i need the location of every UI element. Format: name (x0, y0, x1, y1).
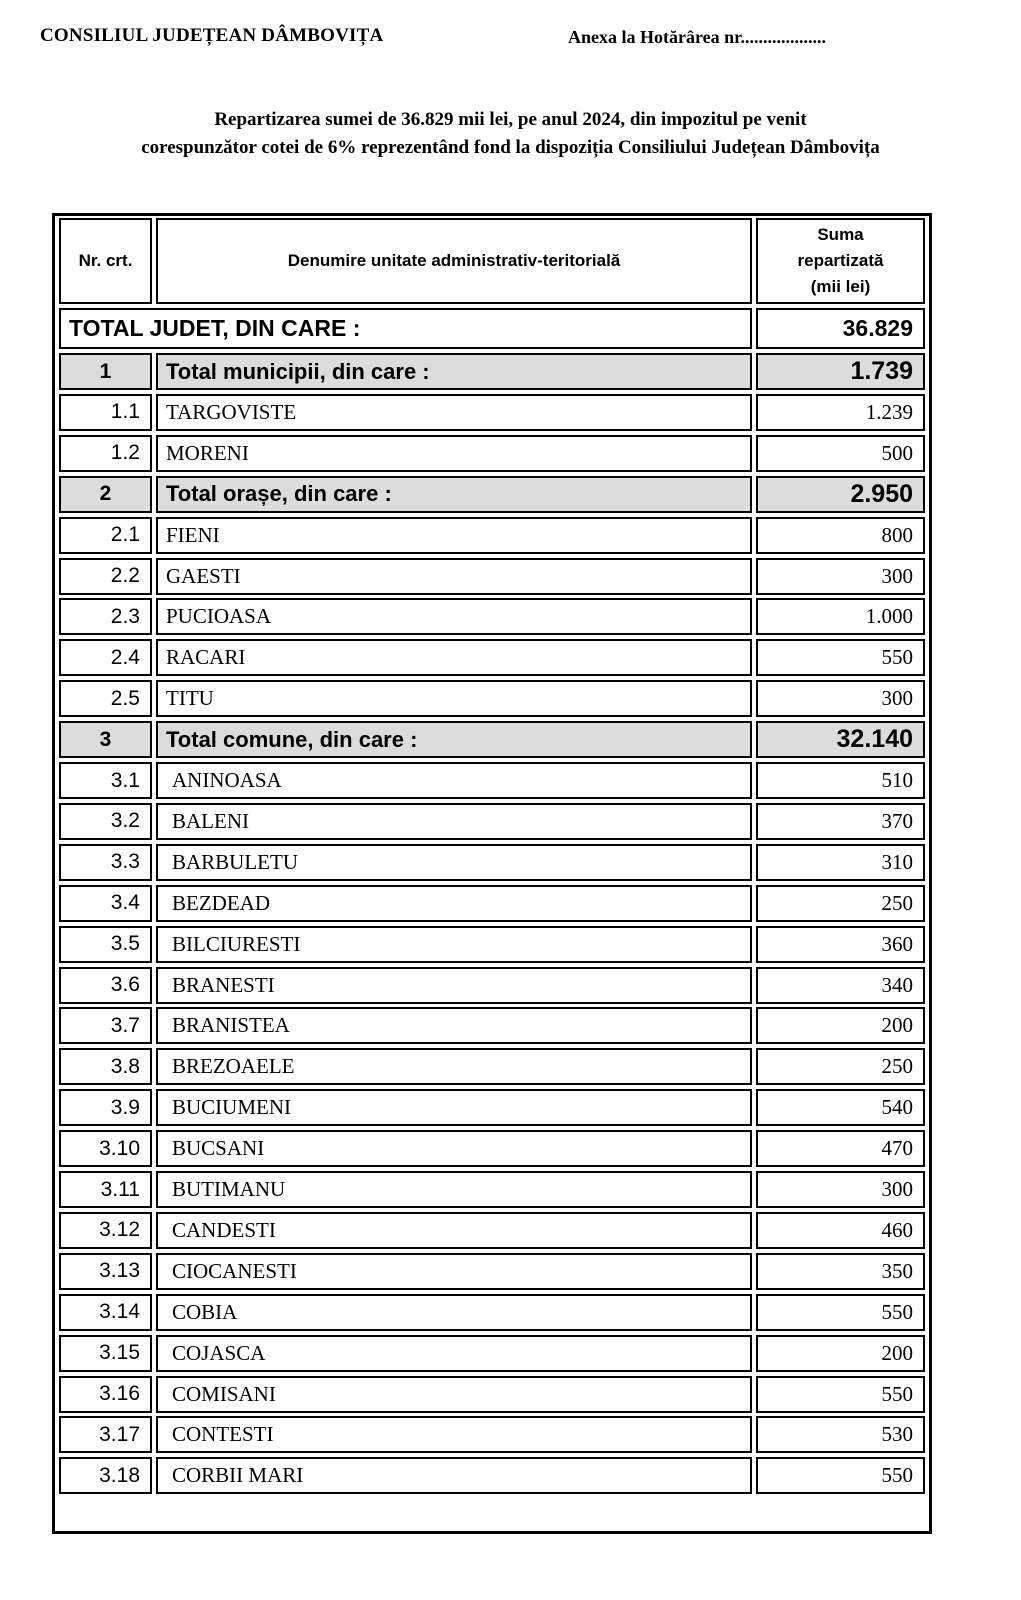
row-name: BEZDEAD (156, 885, 752, 922)
row-sum: 540 (756, 1089, 925, 1126)
row-number: 2.5 (59, 680, 152, 717)
allocation-table (52, 213, 932, 1534)
row-sum: 550 (756, 1457, 925, 1494)
row-sum: 550 (756, 1294, 925, 1331)
row-number: 3.16 (59, 1376, 152, 1413)
row-number: 2.1 (59, 517, 152, 554)
row-number: 3.10 (59, 1130, 152, 1167)
row-number: 3.1 (59, 762, 152, 799)
row-number: 3.15 (59, 1335, 152, 1372)
council-name: CONSILIUL JUDEȚEAN DÂMBOVIȚA (40, 25, 384, 46)
total-row (59, 308, 925, 349)
header-sum (756, 218, 925, 304)
table-row (59, 598, 925, 635)
row-sum: 250 (756, 1048, 925, 1085)
row-sum: 350 (756, 1253, 925, 1290)
total-value: 36.829 (756, 308, 925, 349)
header-sum-line-1: Suma (817, 225, 864, 244)
row-name: Total municipii, din care : (156, 353, 752, 390)
row-number: 1.1 (59, 394, 152, 431)
row-sum: 530 (756, 1416, 925, 1453)
row-number: 3.14 (59, 1294, 152, 1331)
table-row (59, 1212, 925, 1249)
table-row (59, 1171, 925, 1208)
row-name: MORENI (156, 435, 752, 472)
table-row (59, 885, 925, 922)
row-sum: 550 (756, 1376, 925, 1413)
table-row (59, 926, 925, 963)
row-name: GAESTI (156, 558, 752, 595)
row-name: CORBII MARI (156, 1457, 752, 1494)
row-name: BALENI (156, 803, 752, 840)
row-sum: 460 (756, 1212, 925, 1249)
row-sum: 200 (756, 1007, 925, 1044)
row-sum: 250 (756, 885, 925, 922)
table-row (59, 967, 925, 1004)
table-row (59, 1130, 925, 1167)
row-name: BRANISTEA (156, 1007, 752, 1044)
table-row (59, 517, 925, 554)
row-number: 3.12 (59, 1212, 152, 1249)
row-name: BUCSANI (156, 1130, 752, 1167)
row-name: BRANESTI (156, 967, 752, 1004)
row-number: 3.8 (59, 1048, 152, 1085)
row-name: BARBULETU (156, 844, 752, 881)
row-name: CIOCANESTI (156, 1253, 752, 1290)
table-header-row (59, 218, 925, 304)
group-total-row (59, 721, 925, 758)
table-row (59, 1253, 925, 1290)
row-name: BUTIMANU (156, 1171, 752, 1208)
row-sum: 340 (756, 967, 925, 1004)
row-name: Total orașe, din care : (156, 476, 752, 513)
row-sum: 800 (756, 517, 925, 554)
row-number: 1.2 (59, 435, 152, 472)
row-number: 2.3 (59, 598, 152, 635)
row-name: COJASCA (156, 1335, 752, 1372)
row-number: 3.5 (59, 926, 152, 963)
header-nr: Nr. crt. (59, 218, 152, 304)
row-sum: 310 (756, 844, 925, 881)
header-sum-line-2: repartizată (797, 251, 884, 270)
row-number: 3.13 (59, 1253, 152, 1290)
row-sum: 300 (756, 1171, 925, 1208)
group-total-row (59, 353, 925, 390)
row-name: BREZOAELE (156, 1048, 752, 1085)
table-row (59, 680, 925, 717)
row-name: BUCIUMENI (156, 1089, 752, 1126)
total-label: TOTAL JUDET, DIN CARE : (59, 308, 752, 349)
row-name: BILCIURESTI (156, 926, 752, 963)
row-name: CANDESTI (156, 1212, 752, 1249)
row-name: RACARI (156, 639, 752, 676)
table-row (59, 762, 925, 799)
row-name: Total comune, din care : (156, 721, 752, 758)
table-row (59, 558, 925, 595)
header-sum-line-3: (mii lei) (810, 277, 871, 296)
row-number: 3.9 (59, 1089, 152, 1126)
table-row (59, 1089, 925, 1126)
row-number: 3.4 (59, 885, 152, 922)
row-sum: 1.739 (756, 353, 925, 390)
row-sum: 370 (756, 803, 925, 840)
table-row (59, 394, 925, 431)
row-number: 2 (59, 476, 152, 513)
row-name: TITU (156, 680, 752, 717)
row-sum: 470 (756, 1130, 925, 1167)
title-line-2: corespunzător cotei de 6% reprezentând fond la dispoziția Consiliului Județean Dâmbovița (141, 137, 880, 158)
table-row (59, 1335, 925, 1372)
row-sum: 300 (756, 680, 925, 717)
row-number: 3 (59, 721, 152, 758)
table-row (59, 1376, 925, 1413)
table-row (59, 639, 925, 676)
table-row (59, 803, 925, 840)
row-name: PUCIOASA (156, 598, 752, 635)
table-row (59, 1007, 925, 1044)
row-name: COBIA (156, 1294, 752, 1331)
row-name: TARGOVISTE (156, 394, 752, 431)
row-sum: 1.000 (756, 598, 925, 635)
annex-reference: Anexa la Hotărârea nr................... (568, 27, 826, 47)
row-number: 3.7 (59, 1007, 152, 1044)
row-sum: 200 (756, 1335, 925, 1372)
row-number: 3.6 (59, 967, 152, 1004)
row-name: ANINOASA (156, 762, 752, 799)
row-number: 3.17 (59, 1416, 152, 1453)
row-name: CONTESTI (156, 1416, 752, 1453)
table-row (59, 435, 925, 472)
row-number: 2.4 (59, 639, 152, 676)
row-sum: 500 (756, 435, 925, 472)
header-name: Denumire unitate administrativ-teritorială (156, 218, 752, 304)
title-line-1: Repartizarea sumei de 36.829 mii lei, pe anul 2024, din impozitul pe venit (214, 109, 807, 130)
group-total-row (59, 476, 925, 513)
row-sum: 510 (756, 762, 925, 799)
row-number: 3.2 (59, 803, 152, 840)
document-title (0, 106, 1021, 162)
row-name: COMISANI (156, 1376, 752, 1413)
row-sum: 2.950 (756, 476, 925, 513)
row-number: 2.2 (59, 558, 152, 595)
row-sum: 1.239 (756, 394, 925, 431)
row-number: 1 (59, 353, 152, 390)
row-sum: 550 (756, 639, 925, 676)
table-row (59, 1457, 925, 1494)
row-sum: 360 (756, 926, 925, 963)
table-row (59, 844, 925, 881)
row-sum: 32.140 (756, 721, 925, 758)
row-name: FIENI (156, 517, 752, 554)
row-number: 3.18 (59, 1457, 152, 1494)
table-row (59, 1294, 925, 1331)
row-number: 3.3 (59, 844, 152, 881)
table-row (59, 1416, 925, 1453)
row-sum: 300 (756, 558, 925, 595)
row-number: 3.11 (59, 1171, 152, 1208)
table-row (59, 1048, 925, 1085)
